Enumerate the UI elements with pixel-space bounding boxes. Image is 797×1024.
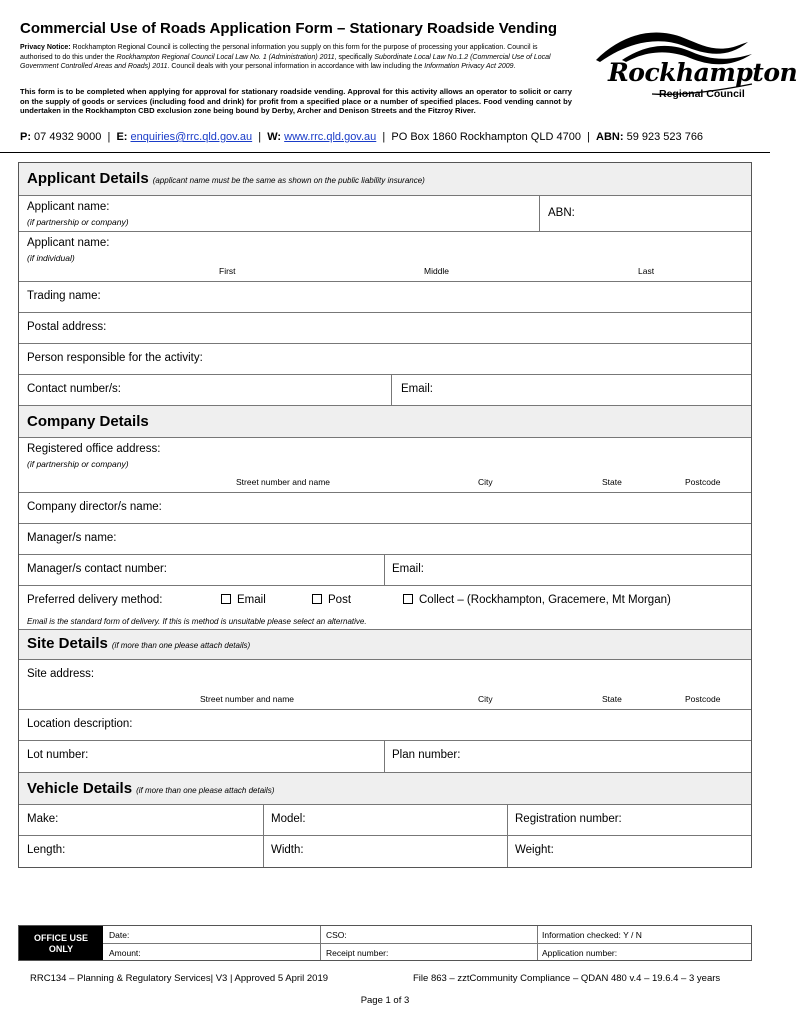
trading-name-field[interactable]: Trading name: xyxy=(27,290,101,302)
plan-number-field[interactable]: Plan number: xyxy=(392,749,461,761)
location-description-field[interactable]: Location description: xyxy=(27,718,133,730)
office-application-number-field[interactable]: Application number: xyxy=(542,948,618,958)
manager-name-field[interactable]: Manager/s name: xyxy=(27,532,117,544)
applicant-company-row: Applicant name: (if partnership or company) ABN: xyxy=(19,195,751,231)
location-row xyxy=(19,709,751,740)
section-company-details xyxy=(19,405,751,437)
site-address-field[interactable]: Site address: xyxy=(27,668,95,680)
director-row xyxy=(19,492,751,523)
council-logo xyxy=(592,24,797,104)
office-cso-field[interactable]: CSO: xyxy=(326,930,347,940)
office-checked-field[interactable]: Information checked: Y / N xyxy=(542,930,642,940)
page-number: Page 1 of 3 xyxy=(360,995,410,1006)
delivery-post-option[interactable]: Post xyxy=(312,594,351,606)
email-field[interactable]: Email: xyxy=(401,383,433,395)
delivery-collect-option[interactable]: Collect – (Rockhampton, Gracemere, Mt Morgan) xyxy=(403,594,671,606)
checkbox-icon[interactable] xyxy=(312,594,322,604)
form-purpose-notice: This form is to be completed when applying for approval for stationary roadside vending. Approval for this activity allows an operator to solicit or carry on the supply of goods or services (including food and drink) for profit from a specified place or a number of specified places. Food vending cannot by undertaken in the Rockhampton CBD exclusion zone being bound by Derby, Archer and Denison Streets and the Fitzroy River. xyxy=(20,87,572,116)
contact-number-field[interactable]: Contact number/s: xyxy=(27,383,121,395)
vehicle-row-2 xyxy=(19,835,751,867)
trading-name-row xyxy=(19,281,751,312)
footer-right: File 863 – zztCommunity Compliance – QDAN 480 v.4 – 19.6.4 – 3 years xyxy=(413,973,721,984)
registered-office-row: Registered office address: (if partnership or company) Street number and name City State Postcode xyxy=(19,437,751,492)
application-form xyxy=(18,162,752,868)
weight-field[interactable]: Weight: xyxy=(515,844,554,856)
registered-office-field[interactable]: Registered office address: xyxy=(27,443,161,455)
checkbox-icon[interactable] xyxy=(403,594,413,604)
contact-bar: P: 07 4932 9000 | E: enquiries@rrc.qld.gov.au | W: www.rrc.qld.gov.au | PO Box 1860 Rockhampton QLD 4700 | ABN: 59 923 523 766 xyxy=(20,131,704,143)
director-name-field[interactable]: Company director/s name: xyxy=(27,501,162,513)
checkbox-icon[interactable] xyxy=(221,594,231,604)
width-field[interactable]: Width: xyxy=(271,844,304,856)
applicant-individual-row: Applicant name: (if individual) First Middle Last xyxy=(19,231,751,281)
applicant-name-individual-field[interactable]: Applicant name: xyxy=(27,237,110,249)
postal-address-row xyxy=(19,312,751,343)
logo-subtitle: Regional Council xyxy=(659,88,745,100)
section-heading: Vehicle Details xyxy=(27,780,133,797)
website-link[interactable]: www.rrc.qld.gov.au xyxy=(284,131,377,143)
office-date-field[interactable]: Date: xyxy=(109,930,130,940)
manager-row xyxy=(19,523,751,554)
postal-address-field[interactable]: Postal address: xyxy=(27,321,107,333)
responsible-person-row xyxy=(19,343,751,374)
delivery-method-row xyxy=(19,585,751,629)
section-heading: Company Details xyxy=(27,413,149,430)
abn-field[interactable]: ABN: xyxy=(548,207,575,219)
section-applicant-details: Applicant Details (applicant name must be the same as shown on the public liability insurance) xyxy=(19,163,751,195)
form-title: Commercial Use of Roads Application Form – Stationary Roadside Vending xyxy=(20,20,558,37)
model-field[interactable]: Model: xyxy=(271,813,306,825)
privacy-notice: Privacy Notice: Rockhampton Regional Council is collecting the personal information you supply on this form for the purpose of processing your application. Council is authorised to do this under the Rockhampton Regional Council Local Law No. 1 (Administration) 2011, specifically Subordinate Local Law No.1.2 (Commercial Use of Local Government Controlled Areas and Roads) 2011. Council deals with your personal information in accordance with law including the Information Privacy Act 2009. xyxy=(20,44,551,70)
make-field[interactable]: Make: xyxy=(27,813,59,825)
delivery-email-option[interactable]: Email xyxy=(221,594,266,606)
site-address-row: Site address: Street number and name City State Postcode xyxy=(19,659,751,709)
office-receipt-field[interactable]: Receipt number: xyxy=(326,948,389,958)
office-amount-field[interactable]: Amount: xyxy=(109,948,141,958)
office-use-label: OFFICE USE ONLY xyxy=(19,926,103,960)
contact-row xyxy=(19,374,751,405)
delivery-method-label: Preferred delivery method: xyxy=(27,594,163,606)
office-use-box xyxy=(18,925,752,961)
manager-contact-field[interactable]: Manager/s contact number: xyxy=(27,563,167,575)
manager-email-field[interactable]: Email: xyxy=(392,563,424,575)
manager-contact-row xyxy=(19,554,751,585)
lot-number-field[interactable]: Lot number: xyxy=(27,749,89,761)
delivery-note: Email is the standard form of delivery. If this is method is unsuitable please select an alternative. xyxy=(27,617,367,626)
section-vehicle-details: Vehicle Details (if more than one please attach details) xyxy=(19,772,751,804)
section-heading: Site Details xyxy=(27,635,108,652)
footer-left: RRC134 – Planning & Regulatory Services| V3 | Approved 5 April 2019 xyxy=(30,973,329,984)
applicant-name-company-field[interactable]: Applicant name: xyxy=(27,201,110,213)
header-divider xyxy=(0,152,770,153)
vehicle-row-1 xyxy=(19,804,751,835)
registration-field[interactable]: Registration number: xyxy=(515,813,622,825)
section-heading: Applicant Details xyxy=(27,170,149,187)
responsible-person-field[interactable]: Person responsible for the activity: xyxy=(27,352,203,364)
length-field[interactable]: Length: xyxy=(27,844,66,856)
lot-plan-row xyxy=(19,740,751,772)
section-site-details: Site Details (if more than one please attach details) xyxy=(19,629,751,659)
logo-wordmark: Rockhampton xyxy=(608,58,797,87)
email-link[interactable]: enquiries@rrc.qld.gov.au xyxy=(130,131,253,143)
